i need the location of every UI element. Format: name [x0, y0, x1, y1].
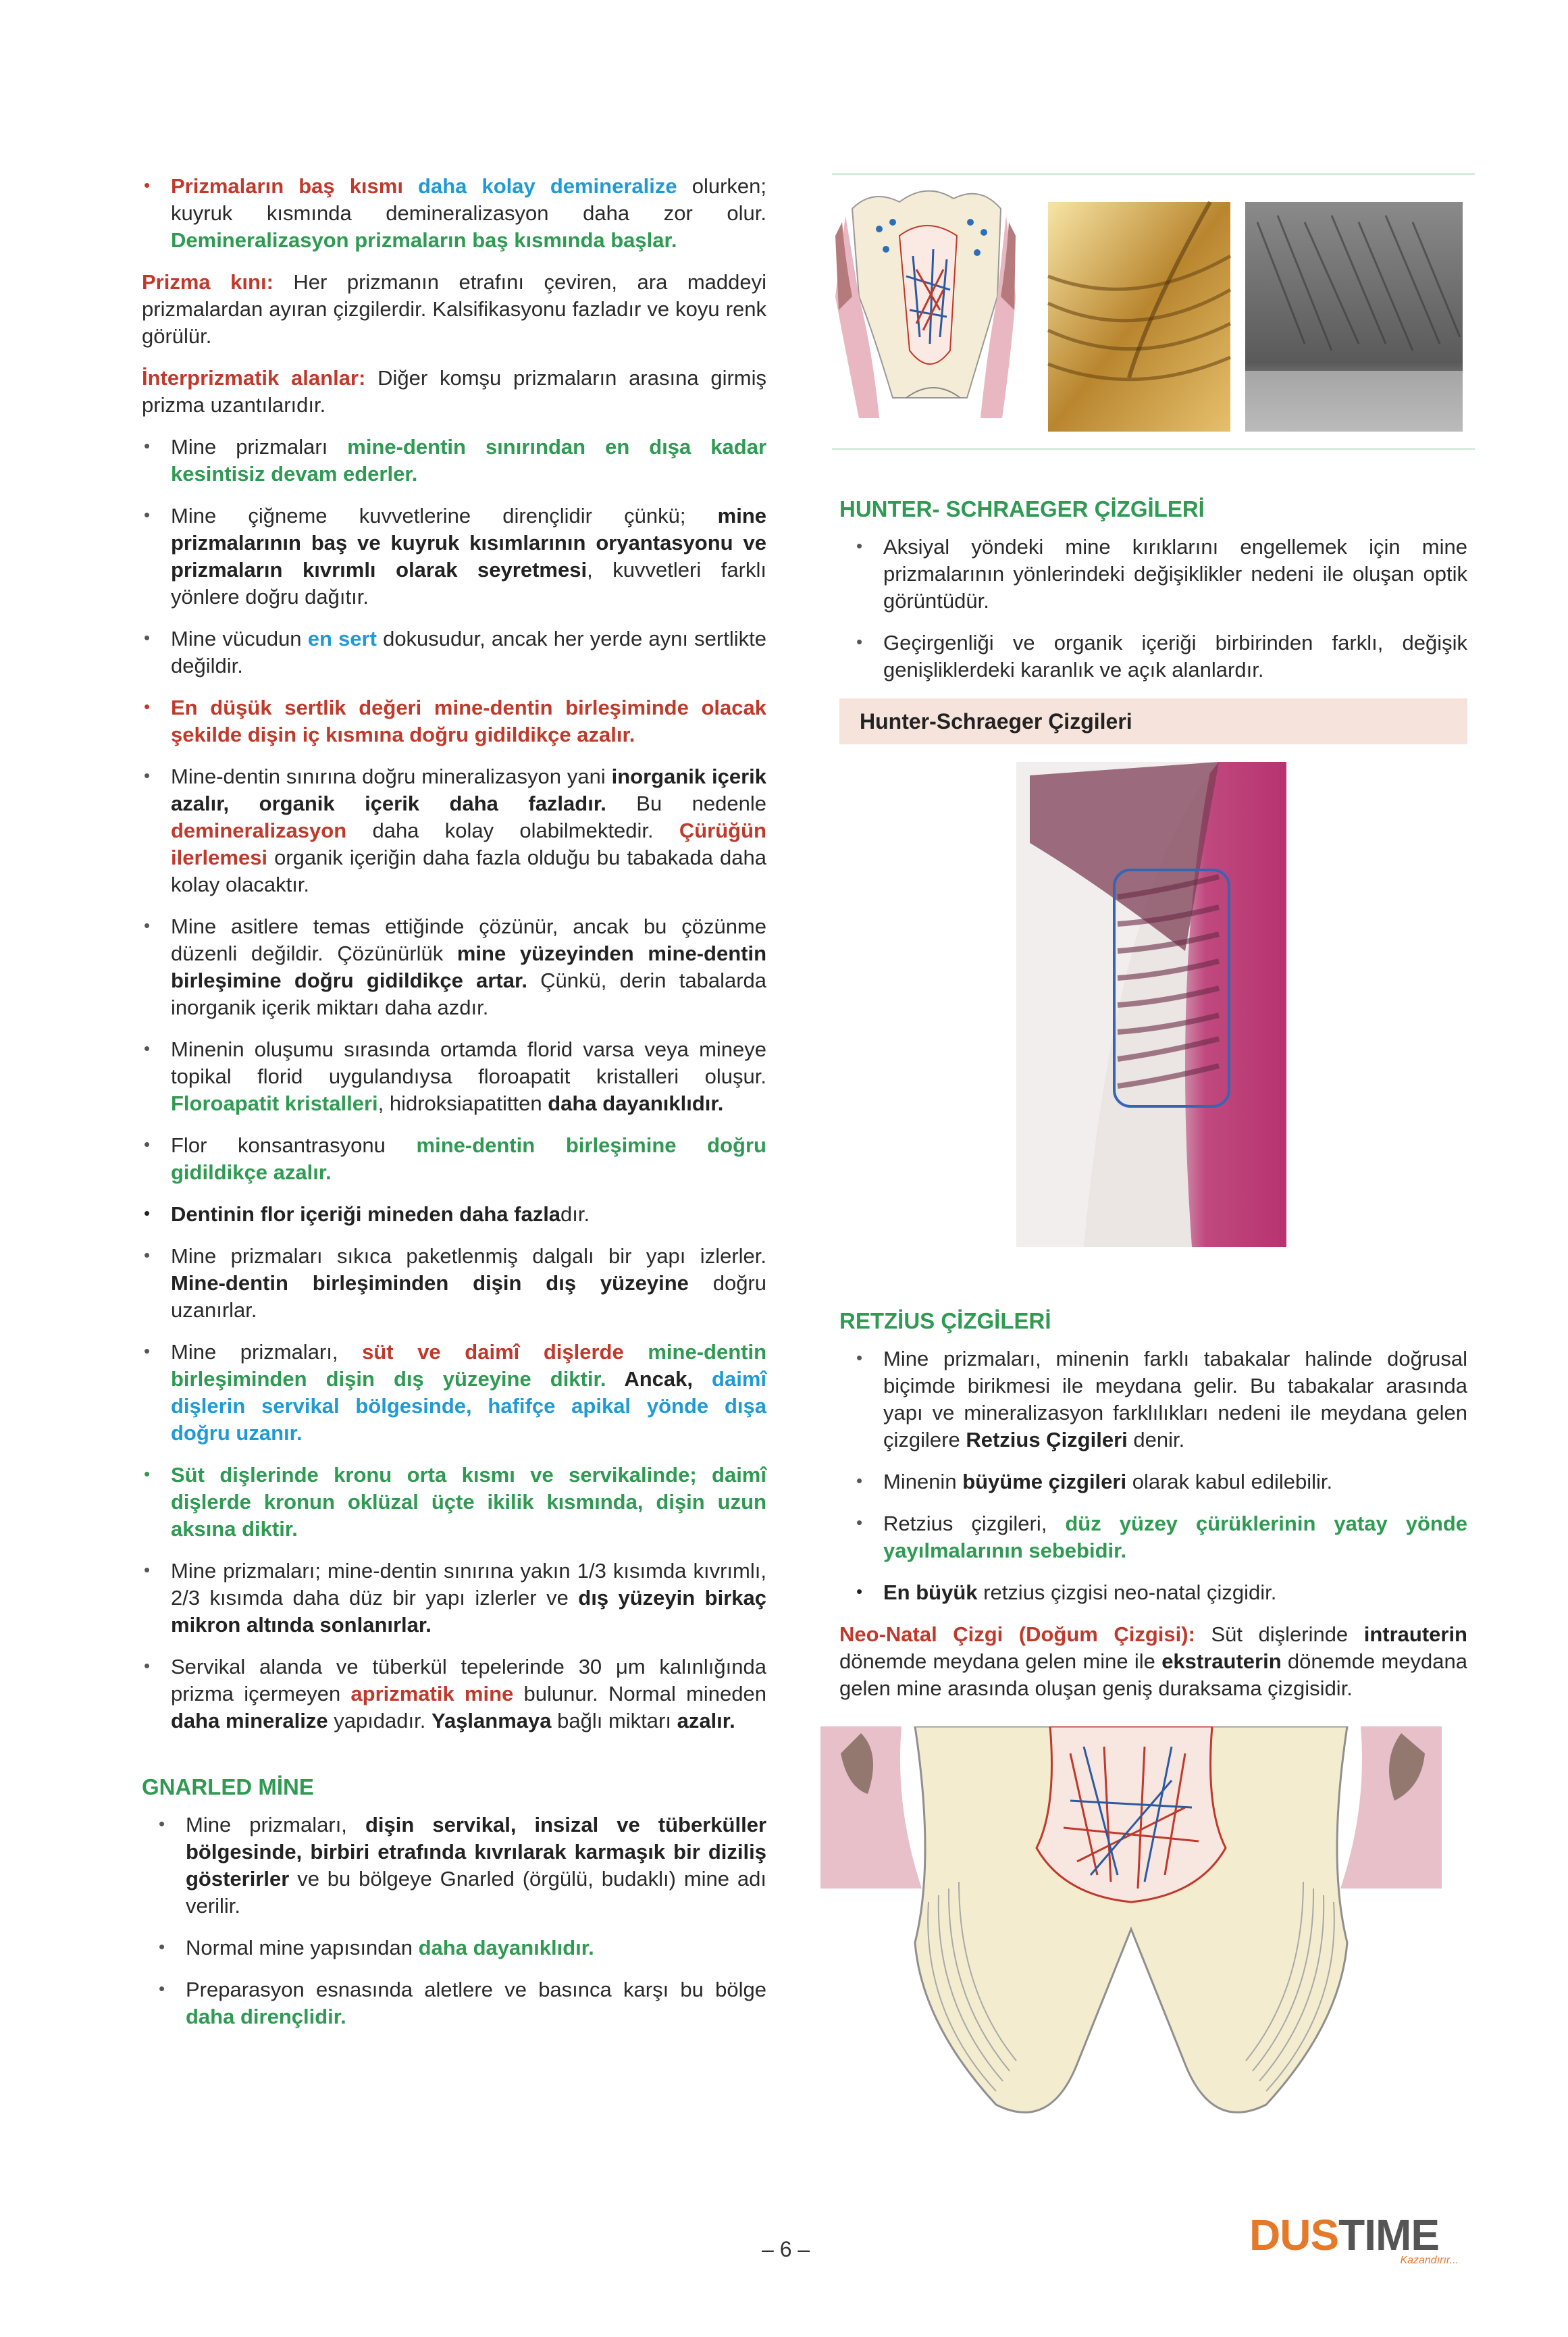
hunter-schraeger-image: [1016, 762, 1286, 1247]
left-column: [142, 173, 766, 2045]
bullet-chewing-forces: • Mine çiğneme kuvvetlerine dirençlidir çünkü; mine prizmalarının baş ve kuyruk kısımlarının oryantasyonu ve prizmaların kıvrımlı olarak seyretmesi, kuvvetleri farklı yönlere doğru dağıtır.: [142, 503, 766, 611]
dustime-logo: [1249, 2213, 1472, 2267]
bullet-fluor-concentration: • Flor konsantrasyonu mine-dentin birleşimine doğru gidildikçe azalır.: [142, 1132, 766, 1186]
bullet-perpendicular: • Süt dişlerinde kronu orta kısmı ve servikalinde; daimî dişlerde kronun oklüzal üçte ikilik kısmında, dişin uzun aksına diktir.: [142, 1462, 766, 1543]
bullet-wavy-structure: • Mine prizmaları sıkıca paketlenmiş dalgalı bir yapı izlerler. Mine-dentin birleşiminden dişin dış yüzeyine doğru uzanırlar.: [142, 1243, 766, 1324]
para-prism-sheath: Prizma kını: Her prizmanın etrafını çeviren, ara maddeyi prizmalardan ayıran çizgilerdir. Kalsifikasyonu fazladır ve koyu renk görülür.: [142, 270, 766, 348]
tooth-retzius-illustration: [820, 1726, 1442, 2134]
enamel-micrograph-gold: [1048, 202, 1230, 432]
bullet-growth-lines: • Minenin büyüme çizgileri olarak kabul edilebilir.: [854, 1468, 1467, 1495]
para-interprismatic: İnterprizmatik alanlar: Diğer komşu prizmaların arasına girmiş prizma uzantılarıdır.: [142, 366, 767, 417]
bullet-acid-solubility: • Mine asitlere temas ettiğinde çözünür, ancak bu çözünme düzenli değildir. Çözünürlük mine yüzeyinden mine-dentin birleşimine doğru gidildikçe artar. Çünkü, derin tabalarda inorganik içerik miktarı daha azdır.: [142, 913, 766, 1021]
bullet-hardest-tissue: • Mine vücudun en sert dokusudur, ancak her yerde aynı sertlikte değildir.: [142, 625, 766, 679]
page-number: – 6 –: [762, 2237, 810, 2261]
retzius-heading: RETZİUS ÇİZGİLERİ: [839, 1308, 1051, 1333]
right-column: [839, 173, 1467, 2134]
bullet-lowest-hardness: • En düşük sertlik değeri mine-dentin birleşiminde olacak şekilde dişin iç kısmına doğru gidildikçe azalır.: [142, 694, 766, 748]
enamel-figure-strip: [832, 173, 1475, 450]
bullet-fluoroapatite: • Minenin oluşumu sırasında ortamda florid varsa veya mineye topikal florid uygulandıysa floroapatit kristalleri oluşur. Floroapatit kristalleri, hidroksiapatitten daha dayanıklıdır.: [142, 1036, 766, 1117]
bullet-hunter-zones: • Geçirgenliği ve organik içeriği birbirinden farklı, değişik genişliklerdeki karanlık ve açık alanlardır.: [854, 630, 1467, 684]
hunter-schraeger-micrograph: [1016, 762, 1286, 1247]
para-neonatal-line: Neo-Natal Çizgi (Doğum Çizgisi): Süt dişlerinde intrauterin dönemde meydana gelen mine ile ekstrauterin dönemde meydana gelen mine arasında oluşan geniş duraksama çizgisidir.: [839, 1622, 1467, 1700]
bullet-caries-spread: • Retzius çizgileri, düz yüzey çürüklerinin yatay yönde yayılmalarının sebebidir.: [854, 1510, 1467, 1564]
hunter-figure-title: Hunter-Schraeger Çizgileri: [839, 698, 1467, 744]
gnarled-heading: GNARLED MİNE: [142, 1774, 314, 1799]
bullet-mineralization: • Mine-dentin sınırına doğru mineralizasyon yani inorganik içerik azalır, organik içerik daha fazladır. Bu nedenle demineralizasyon daha kolay olabilmektedir. Çürüğün ilerlemesi organik içeriğin daha fazla olduğu bu tabakada daha kolay olacaktır.: [142, 763, 766, 898]
bullet-prism-head: • Prizmaların baş kısmı daha kolay demineralize olurken; kuyruk kısmında demineralizasyon daha zor olur. Demineralizasyon prizmaların baş kısmında başlar.: [142, 173, 766, 254]
bullet-neonatal-largest: • En büyük retzius çizgisi neo-natal çizgidir.: [854, 1579, 1467, 1606]
bullet-prism-continuity: • Mine prizmaları mine-dentin sınırından en dışa kadar kesintisiz devam ederler.: [142, 434, 766, 488]
enamel-micrograph-gray: [1245, 202, 1463, 432]
bullet-gnarled-definition: • Mine prizmaları, dişin servikal, insizal ve tüberküller bölgesinde, birbiri etrafında kıvrılarak karmaşık bir diziliş gösterirler ve bu bölgeye Gnarled (örgülü, budaklı) mine adı verilir.: [157, 1812, 766, 1920]
bullet-prism-course: • Mine prizmaları; mine-dentin sınırına yakın 1/3 kısımda kıvrımlı, 2/3 kısımda daha düz bir yapı izlerler ve dış yüzeyin birkaç mikron altında sonlanırlar.: [142, 1558, 766, 1639]
enamel-figure-images: [832, 175, 1475, 448]
bullet-hunter-definition: • Aksiyal yöndeki mine kırıklarını engellemek için mine prizmalarının yönlerindeki değişiklikler nedeni ile oluşan optik görüntüdür.: [854, 534, 1467, 615]
tooth-retzius-image: [820, 1726, 1442, 2134]
logo-tagline: Kazandırır...: [1400, 2255, 1459, 2266]
bullet-gnarled-durable: • Normal mine yapısından daha dayanıklıdır.: [157, 1934, 766, 1961]
hunter-schraeger-heading: HUNTER- SCHRAEGER ÇİZGİLERİ: [839, 496, 1205, 521]
bullet-prism-orientation: • Mine prizmaları, süt ve daimî dişlerde mine-dentin birleşiminden dişin dış yüzeyine diktir. Ancak, daimî dişlerin servikal bölgesinde, hafifçe apikal yönde dışa doğru uzanır.: [142, 1339, 766, 1447]
tooth-cross-section-illustration: [835, 191, 1016, 418]
bullet-retzius-definition: • Mine prizmaları, minenin farklı tabakalar halinde doğrusal biçimde birikmesi ile meydana gelir. Bu tabakalar arasında yapı ve mineralizasyon farklılıkları nedeni ile meydana gelen çizgilere Retzius Çizgileri denir.: [854, 1345, 1467, 1454]
logo-wordmark: DUSTIME: [1249, 2211, 1439, 2259]
bullet-dentin-fluor: • Dentinin flor içeriği mineden daha fazladır.: [142, 1201, 766, 1228]
bullet-aprismatic: • Servikal alanda ve tüberkül tepelerinde 30 μm kalınlığında prizma içermeyen aprizmatik mine bulunur. Normal mineden daha mineralize yapıdadır. Yaşlanmaya bağlı miktarı azalır.: [142, 1653, 766, 1735]
bullet-gnarled-resistant: • Preparasyon esnasında aletlere ve basınca karşı bu bölge daha dirençlidir.: [157, 1976, 766, 2030]
